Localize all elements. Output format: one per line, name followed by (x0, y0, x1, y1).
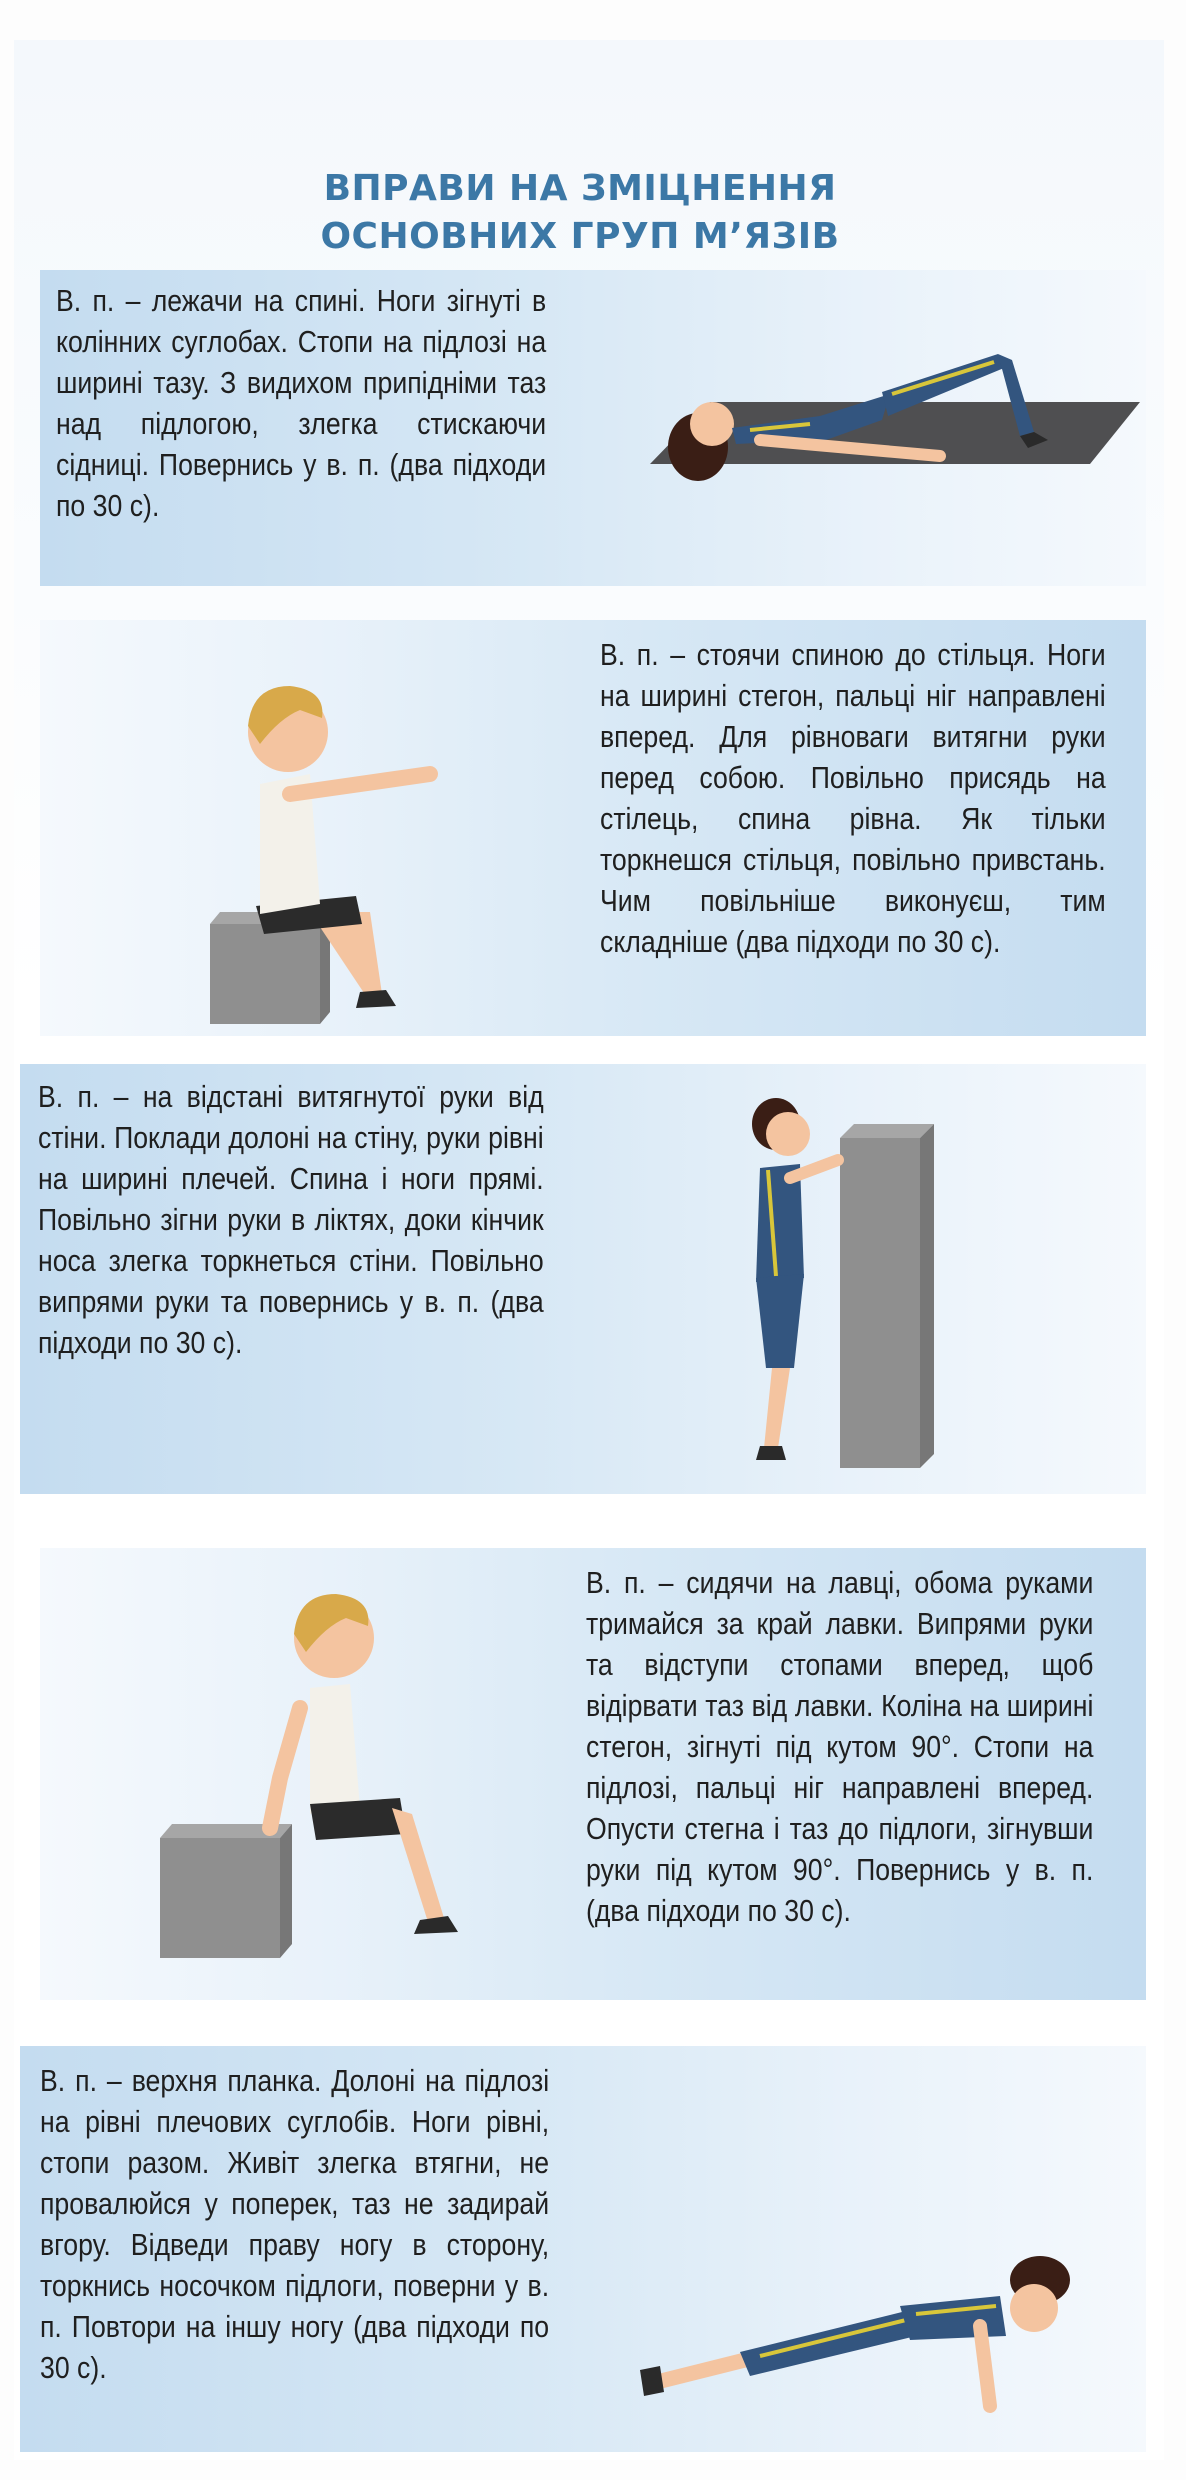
title-line-2: ОСНОВНИХ ГРУП М’ЯЗІВ (320, 216, 840, 257)
page-title (14, 165, 1146, 261)
title-line-1: ВПРАВИ НА ЗМІЦНЕННЯ (323, 168, 837, 209)
exercise-text: В. п. – сидячи на лавці, обома руками тримайся за край лавки. Випрями руки та відступи стопами вперед, щоб відірвати таз від лавки. Коліна на ширині стегон, зігнуті під кутом 90°. Стопи на підлозі, пальці ніг направлені вперед. Опусти стегна і таз до підлоги, зігнувши руки під кутом 90°. Повернись у в. п. (два підходи по 30 с). (586, 1565, 1094, 1928)
exercise-text: В. п. – стоячи спиною до стільця. Ноги на ширині стегон, пальці ніг направлені вперед. Для рівноваги витягни руки перед собою. Повільно присядь на стілець, спина рівна. Як тільки торкнешся стільця, повільно привстань. Чим повільніше виконуєш, тим складніше (два підходи по 30 с). (600, 637, 1106, 959)
exercise-card-2 (40, 620, 1146, 1036)
glute-bridge-illustration (620, 332, 1150, 512)
head (766, 1112, 810, 1156)
exercise-text: В. п. – лежачи на спині. Ноги зігнуті в колінних суглобах. Стопи на підлозі на ширині тазу. З видихом припідніми таз над підлогою, злегка стискаючи сідниці. Повернись у в. п. (два підходи по 30 с). (56, 283, 547, 523)
bench-box (160, 1838, 280, 1958)
plank-illustration (620, 2226, 1080, 2426)
page (14, 40, 1164, 2460)
exercise-card-4 (40, 1548, 1146, 2000)
exercise-card-3 (20, 1064, 1146, 1494)
head (690, 402, 734, 446)
chair-squat-illustration (160, 634, 460, 1024)
bench-dip-illustration (130, 1558, 470, 1978)
exercise-card-5 (20, 2046, 1146, 2452)
exercise-text: В. п. – верхня планка. Долоні на підлозі на рівні плечових суглобів. Ноги рівні, стопи разом. Живіт злегка втягни, не провалюйся у поперек, таз не задирай вгору. Відведи праву ногу в сторону, торкнись носочком підлоги, поверни у в. п. Повтори на іншу ногу (два підходи по 30 с). (40, 2063, 550, 2385)
head (1010, 2284, 1058, 2332)
exercise-text: В. п. – на відстані витягнутої руки від стіни. Поклади долоні на стіну, руки рівні на ширині плечей. Спина і ноги прямі. Повільно зігни руки в ліктях, доки кінчик носа злегка торкнеться стіни. Повільно випрями руки та повернись у в. п. (два підходи по 30 с). (38, 1079, 544, 1360)
exercise-card-1 (40, 270, 1146, 586)
wall-pushup-illustration (720, 1068, 980, 1488)
wall-block (840, 1138, 920, 1468)
box (210, 924, 320, 1024)
